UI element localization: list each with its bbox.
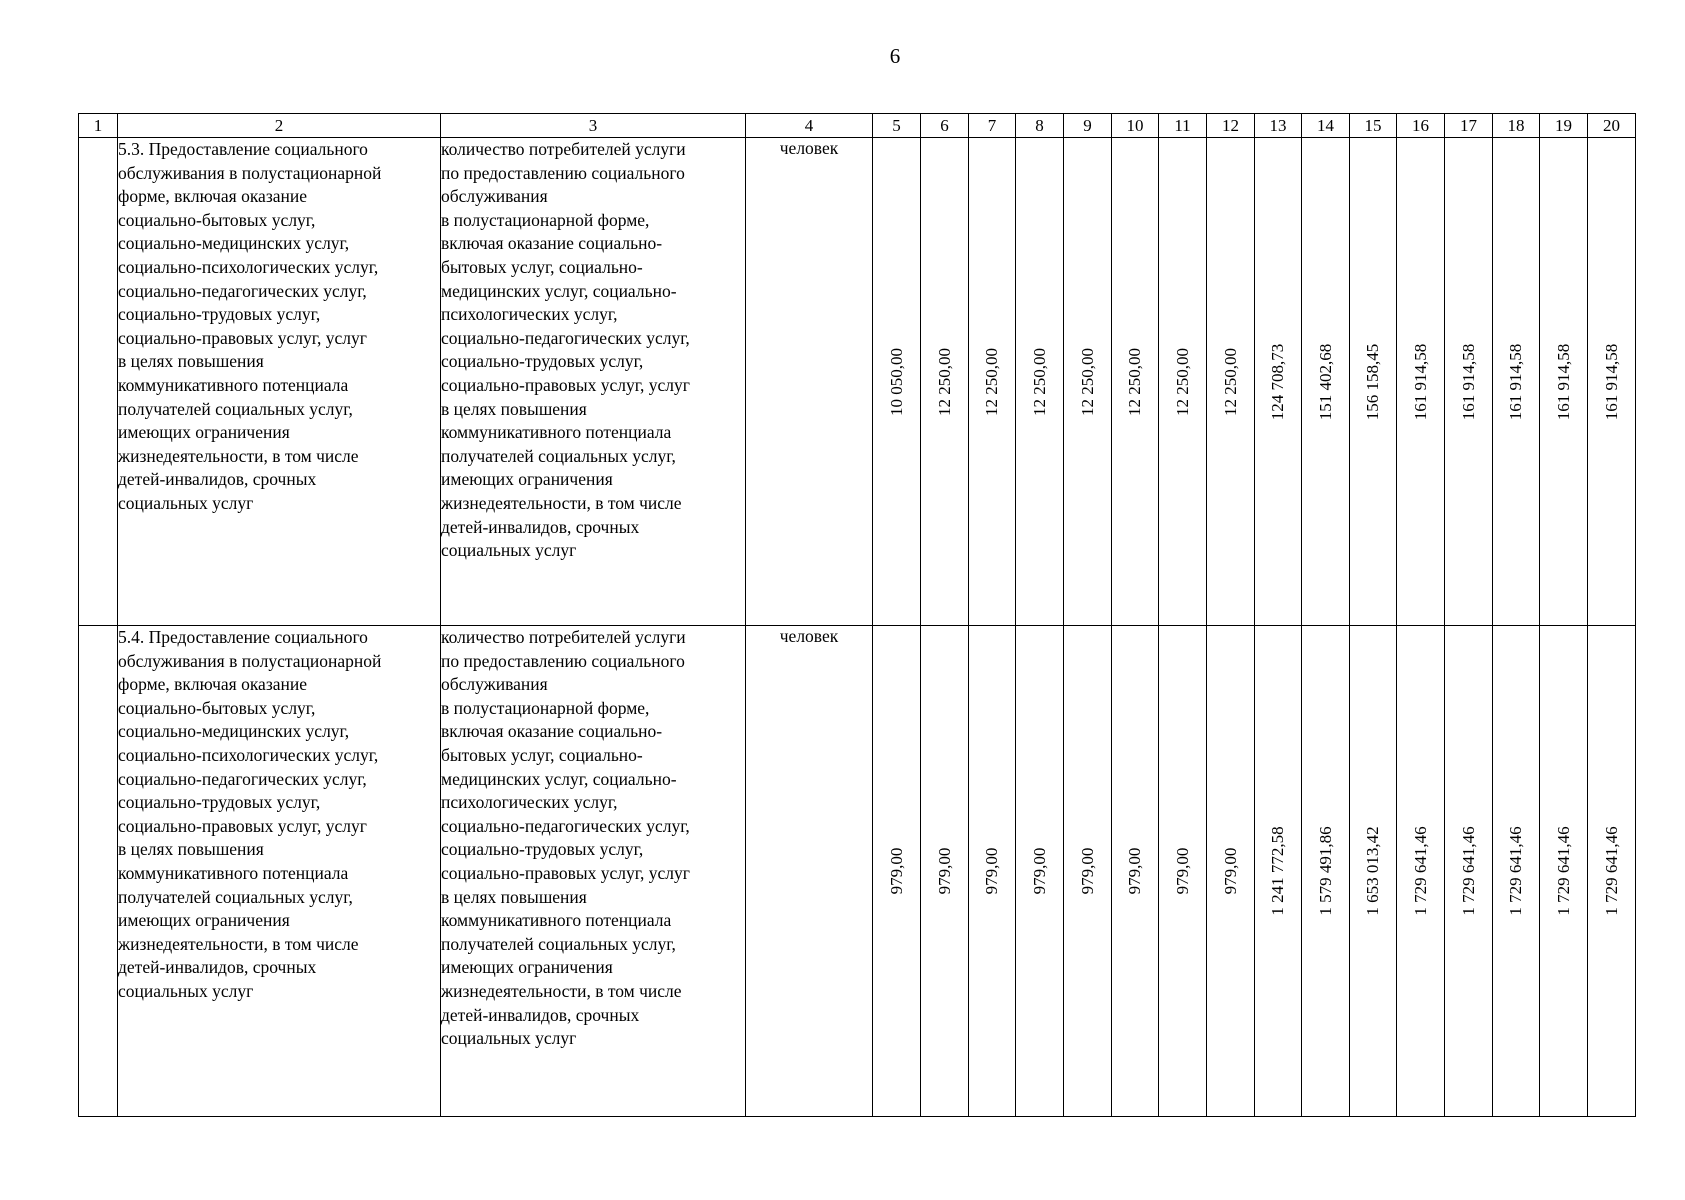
value-text: 156 158,45 [1363,343,1382,420]
service-name-cell: 5.4. Предоставление социального обслуживания в полустационарной форме, включая оказание социально-бытовых услуг, социально-медицинских услуг, социально-психологических услуг, социально-педагогических услуг, социально-трудовых услуг, социально-правовых услуг, услуг в целях повышения коммуникативного потенциала получателей социальных услуг, имеющих ограничения жизнедеятельности, в том числе детей-инвалидов, срочных социальных услуг [118,626,441,1117]
value-cell [969,626,1016,1117]
header-cell-12: 12 [1207,114,1255,138]
header-cell-20: 20 [1588,114,1636,138]
header-cell-6: 6 [921,114,969,138]
value-cell [1445,626,1493,1117]
value-cell [1540,626,1588,1117]
header-cell-13: 13 [1255,114,1302,138]
value-cell [873,138,921,626]
value-text: 979,00 [1077,847,1097,895]
value-cell [1588,626,1636,1117]
value-cell [1159,138,1207,626]
value-text: 161 914,58 [1458,343,1478,420]
unit-cell: человек [746,626,873,1117]
value-text: 979,00 [982,847,1001,895]
value-cell [969,138,1016,626]
value-text: 10 050,00 [886,347,906,416]
service-name-cell: 5.3. Предоставление социального обслуживания в полустационарной форме, включая оказание социально-бытовых услуг, социально-медицинских услуг, социально-психологических услуг, социально-педагогических услуг, социально-трудовых услуг, социально-правовых услуг, услуг в целях повышения коммуникативного потенциала получателей социальных услуг, имеющих ограничения жизнедеятельности, в том числе детей-инвалидов, срочных социальных услуг [118,138,441,626]
value-text: 12 250,00 [1077,347,1097,416]
header-cell-18: 18 [1493,114,1540,138]
page-number: 6 [889,44,901,68]
data-table [78,113,1636,1117]
header-cell-19: 19 [1540,114,1588,138]
value-cell [1016,626,1064,1117]
value-text: 1 729 641,46 [1553,826,1573,916]
header-cell-10: 10 [1112,114,1159,138]
value-text: 979,00 [1220,847,1240,895]
value-text: 1 729 641,46 [1410,826,1430,916]
unit-cell: человек [746,138,873,626]
value-cell [1302,626,1350,1117]
value-text: 12 250,00 [1220,347,1240,416]
value-cell [873,626,921,1117]
value-cell [1493,138,1540,626]
value-cell [921,138,969,626]
header-cell-16: 16 [1397,114,1445,138]
value-text: 979,00 [934,847,954,895]
value-cell [1588,138,1636,626]
value-text: 1 579 491,86 [1315,826,1335,916]
header-cell-11: 11 [1159,114,1207,138]
value-text: 151 402,68 [1315,343,1335,420]
header-row [79,114,1636,138]
header-cell-5: 5 [873,114,921,138]
value-cell [1397,626,1445,1117]
value-text: 12 250,00 [1125,347,1144,416]
row-number-cell [79,626,118,1117]
value-text: 1 241 772,58 [1268,826,1287,916]
value-text: 1 729 641,46 [1458,826,1478,916]
value-cell [1064,138,1112,626]
value-text: 979,00 [886,847,906,895]
header-cell-9: 9 [1064,114,1112,138]
indicator-cell: количество потребителей услуги по предоставлению социального обслуживания в полустационарной форме, включая оказание социально- бытовых услуг, социально- медицинских услуг, социально- психологических услуг, социально-педагогических услуг, социально-трудовых услуг, социально-правовых услуг, услуг в целях повышения коммуникативного потенциала получателей социальных услуг, имеющих ограничения жизнедеятельности, в том числе детей-инвалидов, срочных социальных услуг [441,626,746,1117]
value-text: 161 914,58 [1506,343,1525,420]
value-text: 979,00 [1172,847,1192,895]
value-cell [1445,138,1493,626]
value-text: 12 250,00 [1029,347,1049,416]
value-cell [921,626,969,1117]
value-text: 1 729 641,46 [1601,826,1621,916]
header-cell-15: 15 [1350,114,1397,138]
value-cell [1255,626,1302,1117]
value-text: 12 250,00 [982,347,1001,416]
indicator-cell: количество потребителей услуги по предоставлению социального обслуживания в полустационарной форме, включая оказание социально- бытовых услуг, социально- медицинских услуг, социально- психологических услуг, социально-педагогических услуг, социально-трудовых услуг, социально-правовых услуг, услуг в целях повышения коммуникативного потенциала получателей социальных услуг, имеющих ограничения жизнедеятельности, в том числе детей-инвалидов, срочных социальных услуг [441,138,746,626]
value-text: 979,00 [1125,847,1144,895]
value-cell [1350,626,1397,1117]
value-text: 161 914,58 [1601,343,1621,420]
value-text: 1 729 641,46 [1506,826,1525,916]
table-row [79,626,1636,1117]
value-cell [1016,138,1064,626]
header-cell-7: 7 [969,114,1016,138]
value-cell [1112,626,1159,1117]
value-cell [1112,138,1159,626]
value-cell [1064,626,1112,1117]
value-cell [1302,138,1350,626]
header-cell-8: 8 [1016,114,1064,138]
table-row [79,138,1636,626]
value-cell [1255,138,1302,626]
value-text: 979,00 [1029,847,1049,895]
value-cell [1493,626,1540,1117]
value-cell [1397,138,1445,626]
value-cell [1540,138,1588,626]
value-cell [1350,138,1397,626]
value-text: 12 250,00 [934,347,954,416]
header-cell-3: 3 [441,114,746,138]
header-cell-17: 17 [1445,114,1493,138]
header-cell-14: 14 [1302,114,1350,138]
value-text: 124 708,73 [1268,343,1287,420]
value-cell [1159,626,1207,1117]
header-cell-1: 1 [79,114,118,138]
header-cell-2: 2 [118,114,441,138]
value-text: 161 914,58 [1553,343,1573,420]
row-number-cell [79,138,118,626]
value-cell [1207,626,1255,1117]
value-text: 1 653 013,42 [1363,826,1382,916]
value-cell [1207,138,1255,626]
value-text: 161 914,58 [1410,343,1430,420]
value-text: 12 250,00 [1172,347,1192,416]
header-cell-4: 4 [746,114,873,138]
